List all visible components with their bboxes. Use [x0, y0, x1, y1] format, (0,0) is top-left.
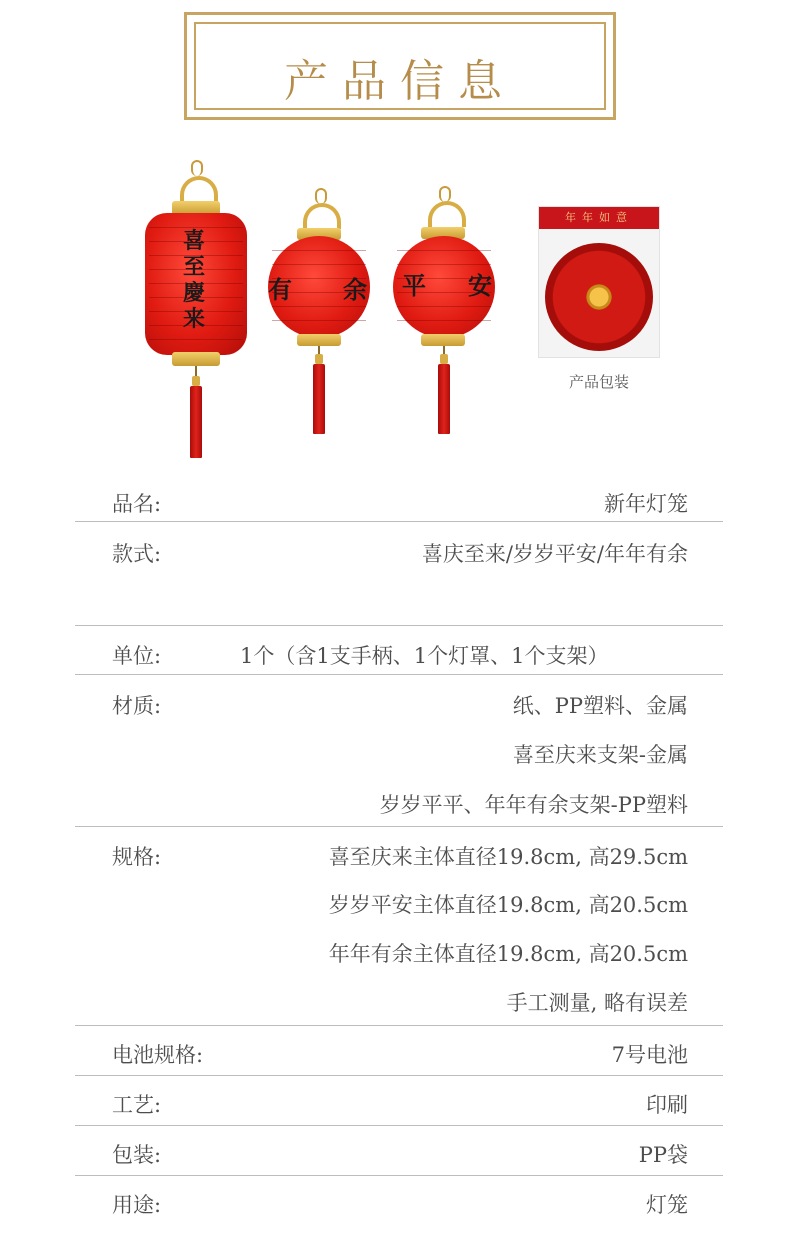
row-value-spec-1: 喜至庆来主体直径19.8cm, 高29.5cm: [328, 845, 688, 869]
row-value-battery: 7号电池: [611, 1043, 688, 1067]
row-value-material-2: 喜至庆来支架-金属: [512, 743, 688, 767]
tassel-knot: [192, 376, 200, 386]
package-band: 年年如意: [539, 207, 659, 229]
row-label-usage: 用途:: [112, 1193, 162, 1217]
tassel: [438, 364, 450, 434]
divider: [75, 1075, 723, 1076]
row-value-craft: 印刷: [646, 1093, 688, 1117]
divider: [75, 826, 723, 827]
lantern-handle: [180, 176, 218, 202]
hook-icon: [315, 188, 327, 204]
row-label-packing: 包装:: [112, 1143, 162, 1167]
divider: [75, 521, 723, 522]
lantern-text-left: 平: [402, 271, 426, 300]
row-value-packing: PP袋: [638, 1143, 688, 1167]
page-title: 产品信息: [284, 56, 516, 107]
divider: [75, 1175, 723, 1176]
tassel-knot: [440, 354, 448, 364]
row-label-name: 品名:: [112, 492, 162, 516]
lantern-bottom-cap: [297, 334, 341, 346]
row-label-style: 款式:: [112, 542, 162, 566]
title-frame: [184, 12, 616, 120]
divider: [75, 674, 723, 675]
hook-icon: [191, 160, 203, 176]
lantern-bottom-cap: [172, 352, 220, 366]
hook-icon: [439, 186, 451, 202]
row-value-material-3: 岁岁平平、年年有余支架-PP塑料: [379, 793, 688, 817]
row-label-unit: 单位:: [112, 644, 162, 668]
tassel-knot: [315, 354, 323, 364]
row-label-battery: 电池规格:: [112, 1043, 204, 1067]
divider: [75, 625, 723, 626]
lantern-text-right: 安: [468, 271, 492, 300]
lantern-text-left: 有: [268, 275, 292, 304]
row-value-material-1: 纸、PP塑料、金属: [512, 694, 688, 718]
row-value-style: 喜庆至来/岁岁平安/年年有余: [421, 542, 688, 566]
lantern-text: 喜至慶来: [182, 228, 205, 332]
row-value-spec-2: 岁岁平安主体直径19.8cm, 高20.5cm: [328, 893, 688, 917]
row-value-spec-4: 手工测量, 略有误差: [506, 991, 688, 1015]
package-image: [538, 206, 660, 358]
row-value-usage: 灯笼: [646, 1193, 688, 1217]
package-caption: 产品包装: [568, 373, 629, 391]
lantern-bottom-cap: [421, 334, 465, 346]
folded-lantern: [545, 243, 653, 351]
row-label-spec: 规格:: [112, 845, 162, 869]
divider: [75, 1125, 723, 1126]
tassel: [313, 364, 325, 434]
lantern-handle: [428, 201, 466, 227]
tassel: [190, 386, 202, 458]
row-label-material: 材质:: [112, 694, 162, 718]
row-label-craft: 工艺:: [112, 1093, 162, 1117]
lantern-handle: [303, 203, 341, 229]
row-value-spec-3: 年年有余主体直径19.8cm, 高20.5cm: [328, 942, 688, 966]
row-value-unit: 1个（含1支手柄、1个灯罩、1个支架）: [240, 644, 609, 668]
divider: [75, 1025, 723, 1026]
row-value-name: 新年灯笼: [604, 492, 688, 516]
lantern-text-right: 余: [343, 275, 367, 304]
